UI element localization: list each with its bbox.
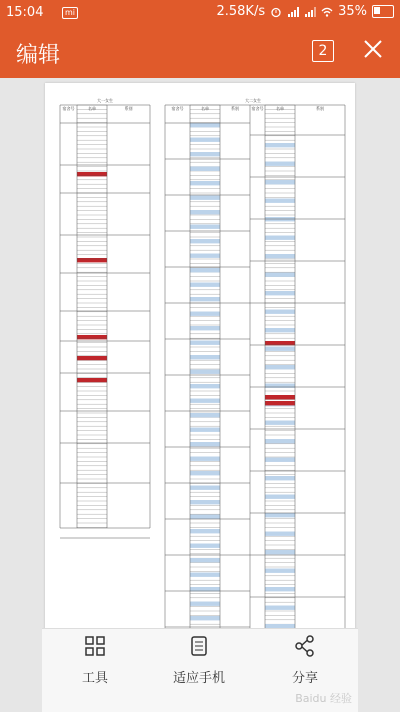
right-table-header: 宿舍号 [171, 106, 184, 111]
highlighted-cell [190, 616, 220, 620]
battery-icon [372, 5, 394, 18]
mi-icon: mi [62, 7, 78, 19]
highlighted-cell [190, 544, 220, 548]
highlighted-cell [190, 442, 220, 446]
left-table-title: 大一女生 [97, 98, 113, 103]
highlighted-cell [77, 356, 107, 360]
highlighted-cell [190, 486, 220, 490]
right-table-header: 名单 [276, 106, 284, 111]
left-table-header: 系别 [124, 106, 133, 111]
highlighted-cell [265, 401, 295, 405]
highlighted-cell [190, 326, 220, 330]
wifi-icon [321, 6, 333, 18]
highlighted-cell [265, 143, 295, 147]
highlighted-cell [265, 476, 295, 480]
highlighted-cell [265, 513, 295, 517]
highlighted-cell [265, 365, 295, 369]
page-title[interactable]: 编辑 [16, 43, 61, 68]
highlighted-cell [77, 172, 107, 176]
status-bar [0, 0, 400, 26]
highlighted-cell [265, 550, 295, 554]
tools-label: 工具 [81, 671, 108, 686]
highlighted-cell [190, 471, 220, 475]
fit-phone-label: 适应手机 [172, 671, 225, 686]
left-table-header: 名单 [88, 106, 96, 111]
highlighted-cell [265, 439, 295, 443]
grid-icon [84, 635, 106, 657]
highlighted-cell [190, 181, 220, 185]
highlighted-cell [190, 123, 220, 127]
highlighted-cell [190, 268, 220, 272]
highlighted-cell [265, 162, 295, 166]
highlighted-cell [190, 297, 220, 301]
highlighted-cell [265, 532, 295, 536]
document-page[interactable] [45, 83, 355, 711]
highlighted-cell [265, 395, 295, 399]
share-icon [294, 635, 316, 657]
highlighted-cell [190, 384, 220, 388]
highlighted-cell [265, 328, 295, 332]
highlighted-cell [190, 167, 220, 171]
alarm-icon [270, 6, 282, 18]
highlighted-cell [190, 138, 220, 142]
highlighted-cell [190, 413, 220, 417]
highlighted-cell [190, 283, 220, 287]
highlighted-cell [190, 587, 220, 591]
dormitory-table-page [45, 83, 355, 711]
right-table-header: 宿舍号 [251, 106, 264, 111]
highlighted-cell [265, 236, 295, 240]
page-count-button[interactable]: 2 [312, 40, 334, 62]
app-bar [0, 26, 400, 78]
highlighted-cell [190, 558, 220, 562]
highlighted-cell [190, 225, 220, 229]
highlighted-cell [265, 347, 295, 351]
highlighted-cell [190, 210, 220, 214]
right-table-header: 系别 [316, 106, 324, 111]
fit-phone-button[interactable] [154, 635, 244, 686]
right-table-header: 名单 [201, 106, 209, 111]
close-icon[interactable] [360, 36, 386, 62]
highlighted-cell [190, 355, 220, 359]
bottom-toolbar [42, 628, 358, 712]
highlighted-cell [190, 529, 220, 533]
highlighted-cell [265, 180, 295, 184]
battery-text: 35% [338, 4, 367, 19]
highlighted-cell [265, 569, 295, 573]
network-speed: 2.58K/s [216, 4, 266, 19]
share-label: 分享 [291, 671, 318, 686]
highlighted-cell [190, 254, 220, 258]
highlighted-cell [265, 606, 295, 610]
highlighted-cell [265, 199, 295, 203]
highlighted-cell [190, 152, 220, 156]
highlighted-cell [265, 421, 295, 425]
status-right [216, 4, 394, 19]
highlighted-cell [190, 341, 220, 345]
right-table-title: 大二女生 [245, 98, 261, 103]
highlighted-cell [265, 291, 295, 295]
highlighted-cell [190, 196, 220, 200]
signal-icon [287, 6, 299, 18]
fit-phone-icon [188, 635, 210, 657]
highlighted-cell [265, 587, 295, 591]
highlighted-cell [190, 239, 220, 243]
highlighted-cell [190, 500, 220, 504]
highlighted-cell [265, 310, 295, 314]
highlighted-cell [77, 258, 107, 262]
highlighted-cell [190, 370, 220, 374]
highlighted-cell [265, 458, 295, 462]
highlighted-cell [190, 312, 220, 316]
share-button[interactable] [260, 635, 350, 686]
highlighted-cell [77, 335, 107, 339]
right-table-header: 系别 [231, 106, 239, 111]
highlighted-cell [190, 457, 220, 461]
status-time: 15:04 [6, 5, 44, 20]
highlighted-cell [190, 602, 220, 606]
highlighted-cell [77, 378, 107, 382]
highlighted-cell [190, 399, 220, 403]
highlighted-cell [190, 428, 220, 432]
signal-2-icon [304, 6, 316, 18]
highlighted-cell [190, 515, 220, 519]
tools-button[interactable] [50, 635, 140, 686]
highlighted-cell [265, 273, 295, 277]
highlighted-cell [265, 495, 295, 499]
left-table-header: 宿舍号 [62, 106, 75, 111]
highlighted-cell [265, 341, 295, 345]
watermark: Baidu 经验 [295, 692, 352, 705]
highlighted-cell [190, 573, 220, 577]
highlighted-cell [265, 254, 295, 258]
